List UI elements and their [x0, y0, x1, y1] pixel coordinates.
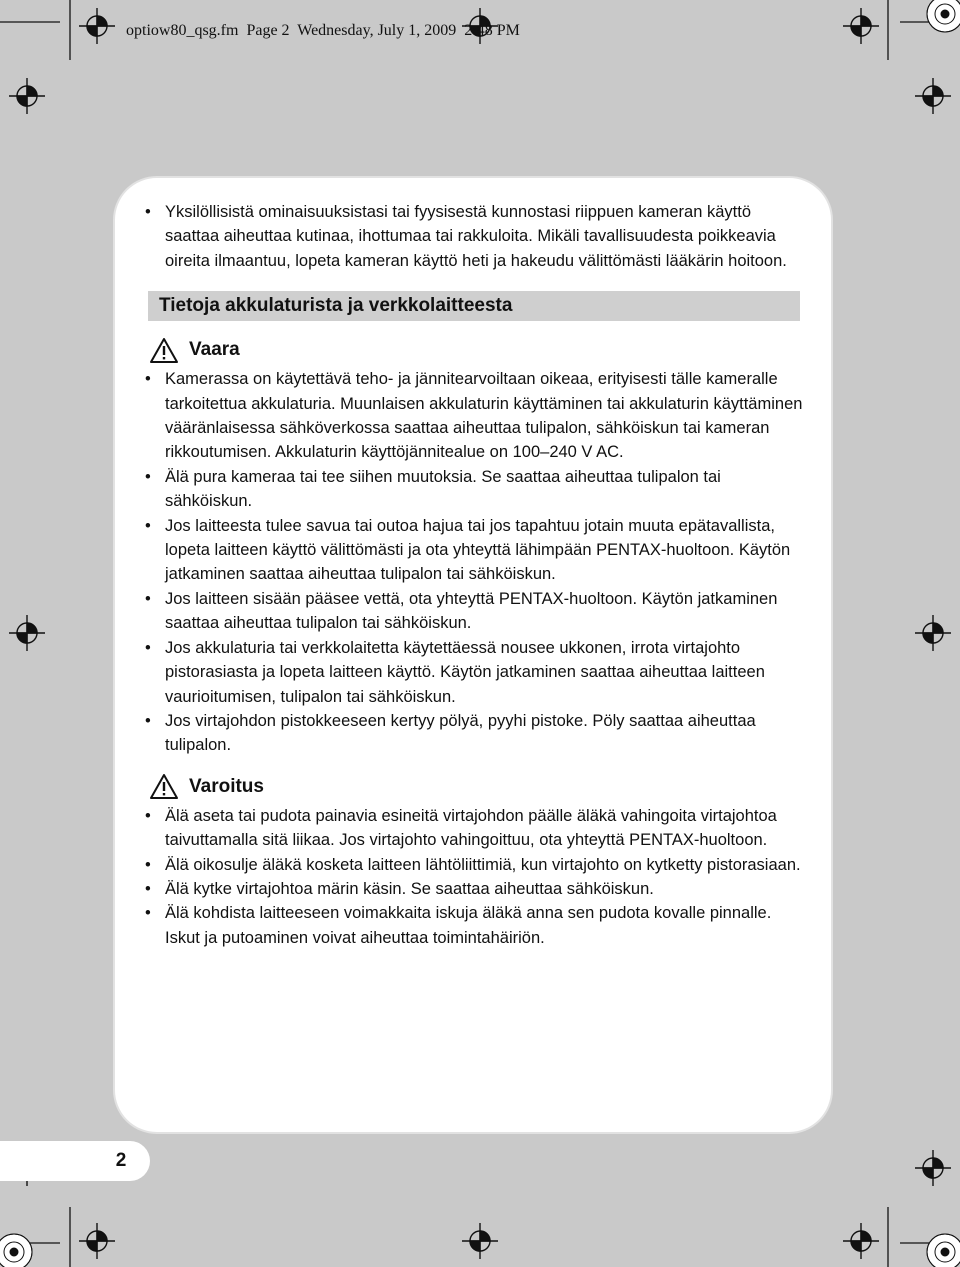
caution-heading — [149, 770, 803, 804]
page-number: 2 — [115, 1150, 127, 1171]
list-item: • Kamerassa on käytettävä teho- ja jännitearvoiltaan oikeaa, erityisesti tälle kameralle tarkoitettua akkulaturia. Muunlaisen akkulaturin käyttäminen tai akkulaturin käyttäminen vääränlaisessa sähköverkossa saattaa aiheuttaa tulipalon, sähköiskun tai kameran rikkoutumisen. Akkulaturin käyttöjännitealue on 100–240 V AC. — [143, 367, 803, 465]
section-title: Tietoja akkulaturista ja verkkolaitteesta — [148, 291, 800, 321]
list-item: • Älä aseta tai pudota painavia esineitä virtajohdon päälle äläkä vahingoita virtajohtoa taivuttamalla sitä liikaa. Jos virtajohto vahingoittuu, ota yhteyttä PENTAX-huoltoon. — [143, 804, 803, 853]
warning-triangle-icon — [149, 337, 179, 364]
page-number-tab — [0, 1141, 150, 1181]
warning-triangle-icon — [149, 773, 179, 800]
list-item: • Yksilöllisistä ominaisuuksistasi tai fyysisestä kunnostasi riippuen kameran käyttö saattaa aiheuttaa kutinaa, ihottumaa tai rakkuloita. Mikäli tavallisuudesta poikkeavia oireita ilmaantuu, lopeta kameran käyttö heti ja hakeudu välittömästi lääkärin hoitoon. — [143, 200, 803, 273]
list-item: • Jos laitteen sisään pääsee vettä, ota yhteyttä PENTAX-huoltoon. Käytön jatkaminen saattaa aiheuttaa tulipalon tai sähköiskun. — [143, 587, 803, 636]
danger-title: Vaara — [189, 339, 240, 361]
page-content — [143, 200, 803, 950]
caution-list — [143, 804, 803, 950]
danger-heading — [149, 333, 803, 367]
list-item: • Älä kohdista laitteeseen voimakkaita iskuja äläkä anna sen pudota kovalle pinnalle. Iskut ja putoaminen voivat aiheuttaa toimintahäiriön. — [143, 901, 803, 950]
list-item: • Älä kytke virtajohtoa märin käsin. Se saattaa aiheuttaa sähköiskun. — [143, 877, 803, 901]
intro-list — [143, 200, 803, 273]
danger-list — [143, 367, 803, 758]
list-item: • Älä oikosulje äläkä kosketa laitteen lähtöliittimiä, kun virtajohto on kytketty pistorasiaan. — [143, 853, 803, 877]
print-header: optiow80_qsg.fm Page 2 Wednesday, July 1, 2009 2:48 PM — [126, 22, 520, 39]
list-item: • Jos laitteesta tulee savua tai outoa hajua tai jos tapahtuu jotain muuta epätavallista, lopeta laitteen käyttö välittömästi ja ota yhteyttä lähimpään PENTAX-huoltoon. Käytön jatkaminen saattaa aiheuttaa tulipalon tai sähköiskun. — [143, 514, 803, 587]
list-item: • Jos virtajohdon pistokkeeseen kertyy pölyä, pyyhi pistoke. Pöly saattaa aiheuttaa tulipalon. — [143, 709, 803, 758]
caution-title: Varoitus — [189, 775, 264, 797]
list-item: • Jos akkulaturia tai verkkolaitetta käytettäessä nousee ukkonen, irrota virtajohto pistorasiasta ja lopeta laitteen käyttö. Käytön jatkaminen saattaa aiheuttaa laitteen vaurioitumisen, tulipalon tai sähköiskun. — [143, 636, 803, 709]
list-item: • Älä pura kameraa tai tee siihen muutoksia. Se saattaa aiheuttaa tulipalon tai sähköiskun. — [143, 465, 803, 514]
